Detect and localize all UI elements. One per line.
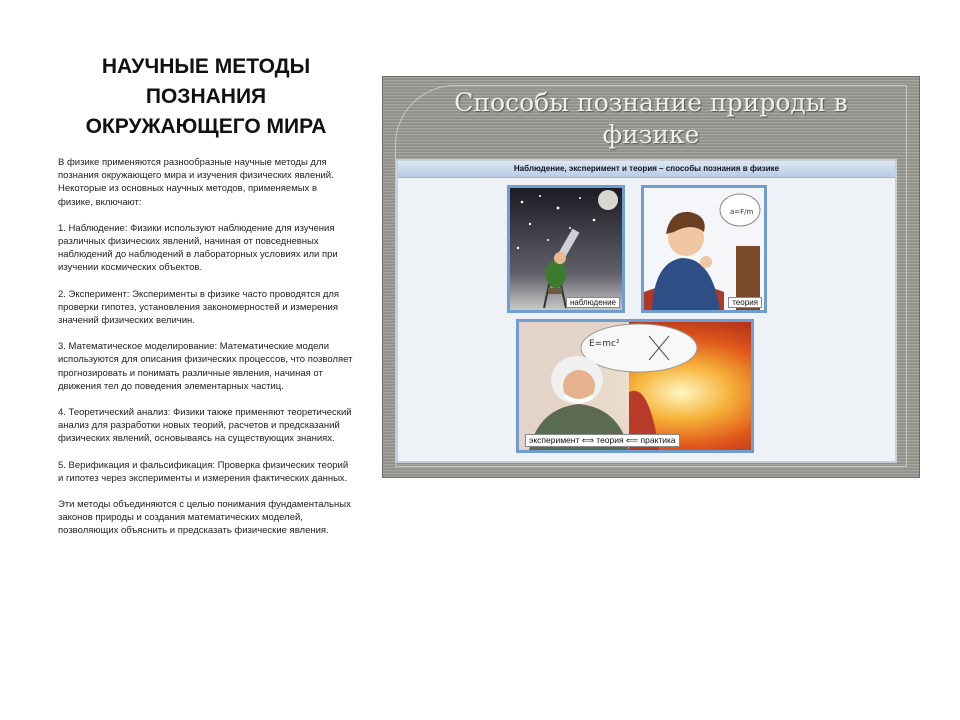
- thinking-man-illustration: [644, 188, 764, 310]
- illustration-panel: [396, 159, 897, 463]
- paragraph-conclusion: Эти методы объединяются с целью понимания фундаментальных законов природы и создания математических моделей, позволяющих объяснить и предсказать физические явления.: [58, 499, 351, 537]
- body-text: [58, 156, 354, 551]
- title-line-2: ПОЗНАНИЯ: [145, 85, 267, 108]
- title-line-3: ОКРУЖАЮЩЕГО МИРА: [85, 115, 327, 138]
- telescope-observer-illustration: [510, 188, 622, 310]
- slide-title: [383, 87, 919, 151]
- formula-text: E=mc²: [589, 339, 620, 349]
- page-title: [56, 52, 356, 142]
- slide-title-line-2: физике: [602, 120, 700, 149]
- observation-picture: [507, 185, 625, 313]
- theory-picture: [641, 185, 767, 313]
- paragraph-experiment: 2. Эксперимент: Эксперименты в физике часто проводятся для проверки гипотез, установления закономерностей и измерения значений физических величин.: [58, 288, 340, 327]
- experiment-picture: [516, 319, 754, 453]
- svg-text:a=F/m: a=F/m: [730, 208, 754, 216]
- panel-header: Наблюдение, эксперимент и теория – способы познания в физике: [398, 161, 895, 178]
- caption-experiment-theory-practice: эксперимент ⟺ теория ⟸ практика: [525, 434, 680, 447]
- paragraph-verification: 5. Верификация и фальсификация: Проверка физических теорий и гипотез через эксперименты и измерения фактических данных.: [58, 459, 349, 484]
- caption-observation: наблюдение: [566, 297, 620, 308]
- slide-title-line-1: Способы познание природы в: [454, 88, 848, 117]
- paragraph-theory: 4. Теоретический анализ: Физики также применяют теоретический анализ для разработки новых теорий, расчетов и предсказаний физических явлений, основываясь на существующих знаниях.: [58, 407, 352, 445]
- paragraph-observation: 1. Наблюдение: Физики используют наблюдение для изучения различных физических явлений, начиная от повседневных наблюдений до наблюдений в лабораторных условиях или при изучении космических объектов.: [58, 222, 338, 274]
- scientist-explosion-illustration: [519, 322, 751, 450]
- caption-theory: теория: [728, 297, 762, 308]
- title-line-1: НАУЧНЫЕ МЕТОДЫ: [101, 55, 311, 78]
- paragraph-intro: В физике применяются разнообразные научные методы для познания окружающего мира и изучения физических явлений. Некоторые из основных научных методов, применяемых в физике, включают:: [58, 157, 334, 208]
- paragraph-modeling: 3. Математическое моделирование: Математические модели используются для описания физических процессов, что позволяет прогнозировать и понимать различные явления, начиная от движения тел до поведения элементарных частиц.: [58, 341, 353, 392]
- slide-image: [382, 76, 920, 478]
